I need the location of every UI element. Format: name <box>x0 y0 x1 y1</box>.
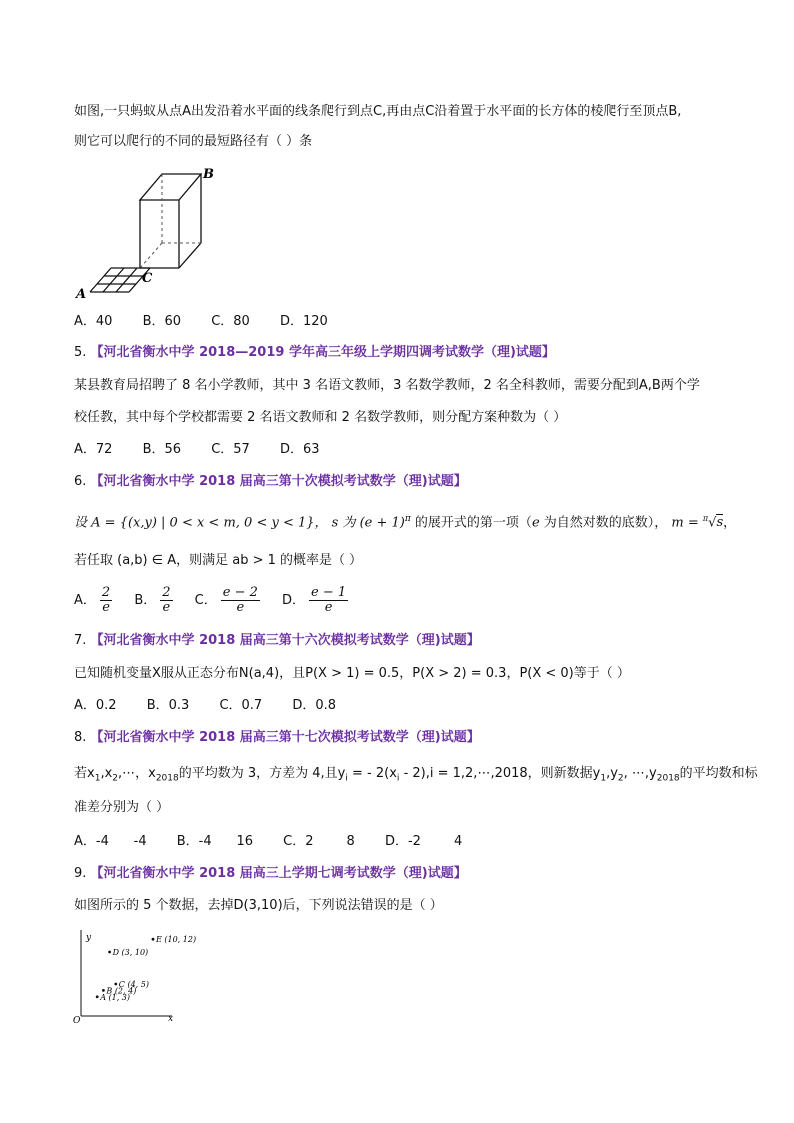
q7-option-d[interactable]: D．0.8 <box>292 698 337 713</box>
q8-stem-line1: 若$x_1,x_2,\cdots$，$x_{2018}$的平均数为 3，方差为 4,且$y_i$ = - $2(x_i - 2),i$ = 1,2,⋯,2018，则新数据$y_1,y_2$, $\cdots,y_{2018}$的平均数和标 <box>74 766 758 784</box>
scatter-point-label: D (3, 10) <box>112 948 149 957</box>
q6-number: 6. <box>74 474 87 489</box>
q8-option-b[interactable]: B．-4 16 <box>176 834 253 849</box>
q6-option-c[interactable]: C． $\frac{e - 2}{e}$ <box>194 585 258 615</box>
q6-source: 【河北省衡水中学 2018 届高三第十次模拟考试数学（理)试题】 <box>90 474 467 489</box>
q8-options <box>74 833 488 851</box>
q7-option-a[interactable]: A．0.2 <box>74 698 117 713</box>
q5-option-b[interactable]: B．56 <box>142 442 182 457</box>
scatter-point-label: E (10, 12) <box>156 935 197 945</box>
q6-tail: ， <box>723 515 737 531</box>
scatter-point-label: C (4, 5) <box>118 980 149 989</box>
q8-option-d[interactable]: D．-2 4 <box>384 834 463 849</box>
q6-root-arg: s <box>716 515 724 531</box>
q4-option-b[interactable]: B．60 <box>142 314 182 329</box>
q8-stem-line2: 准差分别为（ ） <box>74 800 170 815</box>
q7-options <box>74 697 362 715</box>
q9-header <box>74 865 467 883</box>
y-axis-label: y <box>86 933 92 943</box>
q6-option-b[interactable]: B． $\frac{2}{e}$ <box>134 585 171 615</box>
q6-m-def: m = <box>671 515 703 531</box>
x-axis-label: x <box>168 1014 174 1024</box>
q4-option-a[interactable]: A．40 <box>74 314 113 329</box>
q9-number: 9. <box>74 866 87 881</box>
q9-source: 【河北省衡水中学 2018 届高三上学期七调考试数学（理)试题】 <box>90 866 467 881</box>
radical-sign-icon: √ <box>708 515 717 531</box>
q4-option-c[interactable]: C．80 <box>211 314 250 329</box>
q8-header <box>74 729 480 747</box>
q7-header <box>74 632 480 650</box>
q4-option-d[interactable]: D．120 <box>279 314 328 329</box>
scatter-point <box>96 995 99 998</box>
q6-s-exp: π <box>404 514 411 524</box>
q5-stem-line2: 校任教，其中每个学校都需要 2 名语文教师和 2 名数学教师，则分配方案种数为（ ） <box>74 410 567 425</box>
label-c: C <box>142 271 153 286</box>
q6-set-def: 设 A = {(x,y) | 0 < x < m, 0 < y < 1}， <box>74 515 328 531</box>
q6-s-def-b: 的展开式的第一项（ <box>410 515 532 531</box>
q6-stem-line2: 若任取 (a,b) ∈ A，则满足 ab > 1 的概率是（ ） <box>74 553 363 568</box>
q5-option-c[interactable]: C．57 <box>211 442 250 457</box>
origin-label: O <box>73 1016 81 1026</box>
q6-s-def: s 为 (e + 1) <box>331 515 405 531</box>
cuboid-grid-figure <box>72 164 222 304</box>
scatter-point <box>152 938 155 941</box>
q6-stem-line1 <box>74 510 736 532</box>
q5-option-d[interactable]: D．63 <box>279 442 320 457</box>
q8-option-a[interactable]: A．-4 -4 <box>74 834 147 849</box>
q7-option-b[interactable]: B．0.3 <box>146 698 190 713</box>
q9-stem: 如图所示的 5 个数据，去掉D(3,10)后，下列说法错误的是（ ） <box>74 898 443 913</box>
q8-option-c[interactable]: C．2 8 <box>283 834 355 849</box>
q5-option-a[interactable]: A．72 <box>74 442 113 457</box>
q5-options <box>74 441 346 459</box>
q6-option-d[interactable]: D． $\frac{e - 1}{e}$ <box>282 585 347 615</box>
q7-option-c[interactable]: C．0.7 <box>219 698 263 713</box>
q6-root-index: π <box>702 514 709 523</box>
scatter-point-label: B (2, 4) <box>106 986 137 996</box>
q6-s-def-c: 为自然对数的底数）， <box>539 515 668 531</box>
scatter-point <box>108 951 111 954</box>
label-b: B <box>203 167 214 182</box>
q5-stem-line1: 某县教育局招聘了 8 名小学教师，其中 3 名语文教师，3 名数学教师，2 名全科教师，需要分配到A,B两个学 <box>74 378 700 393</box>
q5-number: 5. <box>74 345 87 360</box>
q5-source: 【河北省衡水中学 2018—2019 学年高三年级上学期四调考试数学（理)试题】 <box>90 345 555 360</box>
scatter-point-label: A (1, 3) <box>100 992 131 1002</box>
q6-options <box>74 586 352 615</box>
label-a: A <box>76 287 87 302</box>
scatter-point <box>102 989 105 992</box>
q7-number: 7. <box>74 633 87 648</box>
q4-stem-line1: 如图,一只蚂蚁从点A出发沿着水平面的线条爬行到点C,再由点C沿着置于水平面的长方体的棱爬行至顶点B, <box>74 104 682 119</box>
scatter-point <box>114 983 117 986</box>
q7-stem: 已知随机变量X服从正态分布N(a,4)，且P(X > 1) = 0.5，P(X > 2) = 0.3，P(X < 0)等于（ ） <box>74 666 630 681</box>
q4-options <box>74 313 354 331</box>
q6-header <box>74 473 467 491</box>
q6-e-var: e <box>531 515 540 531</box>
q8-number: 8. <box>74 730 87 745</box>
q8-source: 【河北省衡水中学 2018 届高三第十七次模拟考试数学（理)试题】 <box>90 730 480 745</box>
q5-header <box>74 344 555 362</box>
q6-option-a[interactable]: A． $\frac{2}{e}$ <box>74 585 111 615</box>
q7-source: 【河北省衡水中学 2018 届高三第十六次模拟考试数学（理)试题】 <box>90 633 480 648</box>
q4-stem-line2: 则它可以爬行的不同的最短路径有（ ）条 <box>74 134 313 149</box>
scatter-figure <box>72 924 197 1026</box>
